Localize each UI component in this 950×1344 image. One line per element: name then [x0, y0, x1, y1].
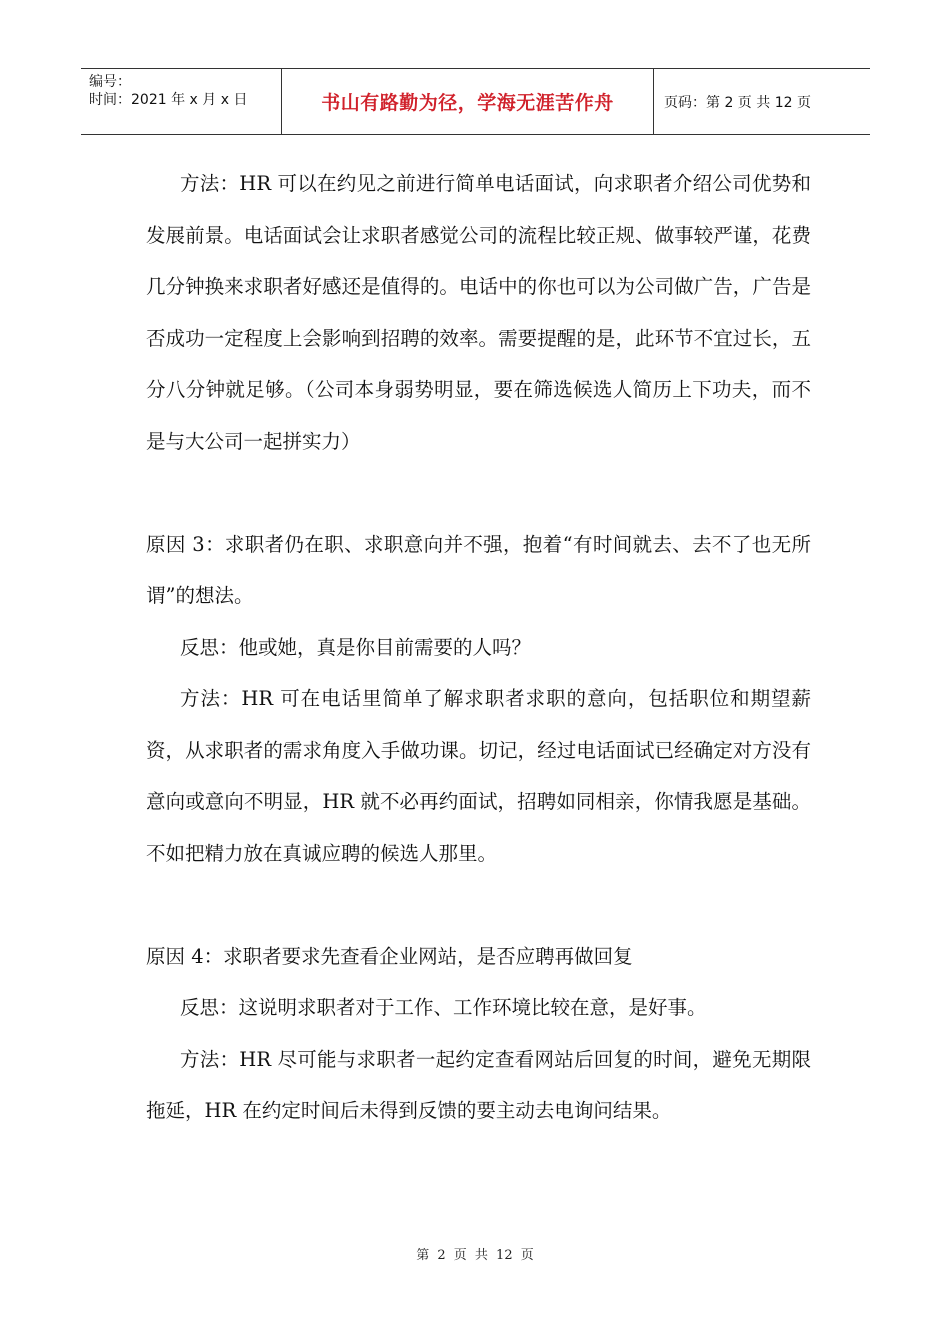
page-footer: 第 2 页 共 12 页	[416, 1248, 534, 1263]
paragraph-spacer	[146, 879, 811, 931]
paragraph-method-1: 方法：HR 可以在约见之前进行简单电话面试，向求职者介绍公司优势和发展前景。电话面试会让求职者感觉公司的流程比较正规、做事较严谨，花费几分钟换来求职者好感还是值得的。电话中的你也可以为公司做广告，广告是否成功一定程度上会影响到招聘的效率。需要提醒的是，此环节不宜过长，五分八分钟就足够。（公司本身弱势明显，要在筛选候选人简历上下功夫，而不是与大公司一起拼实力）	[146, 172, 811, 453]
paragraph-method-3: 方法：HR 可在电话里简单了解求职者求职的意向，包括职位和期望薪资，从求职者的需求角度入手做功课。切记，经过电话面试已经确定对方没有意向或意向不明显，HR 就不必再约面试，招聘如同相亲，你情我愿是基础。不如把精力放在真诚应聘的候选人那里。	[146, 687, 811, 865]
document-body	[146, 158, 811, 1137]
paragraph-reflection-3: 反思：他或她，真是你目前需要的人吗？	[180, 635, 532, 659]
header-motto: 书山有路勤为径，学海无涯苦作舟	[282, 69, 654, 134]
paragraph-reason-4: 原因 4：求职者要求先查看企业网站，是否应聘再做回复	[146, 944, 633, 968]
page-header	[81, 68, 870, 135]
paragraph-reflection-4: 反思：这说明求职者对于工作、工作环境比较在意，是好事。	[180, 996, 707, 1019]
paragraph-spacer	[146, 467, 811, 519]
document-number-label: 编号：	[89, 74, 131, 90]
paragraph-method-4: 方法：HR 尽可能与求职者一起约定查看网站后回复的时间，避免无期限拖延，HR 在约定时间后未得到反馈的要主动去电询问结果。	[146, 1047, 811, 1122]
header-meta	[81, 69, 282, 134]
header-page-number: 页码：第 2 页 共 12 页	[664, 94, 811, 111]
document-time-label: 时间：2021 年 x 月 x 日	[89, 92, 248, 108]
paragraph-reason-3: 原因 3：求职者仍在职、求职意向并不强，抱着“有时间就去、去不了也无所谓”的想法。	[146, 532, 811, 607]
